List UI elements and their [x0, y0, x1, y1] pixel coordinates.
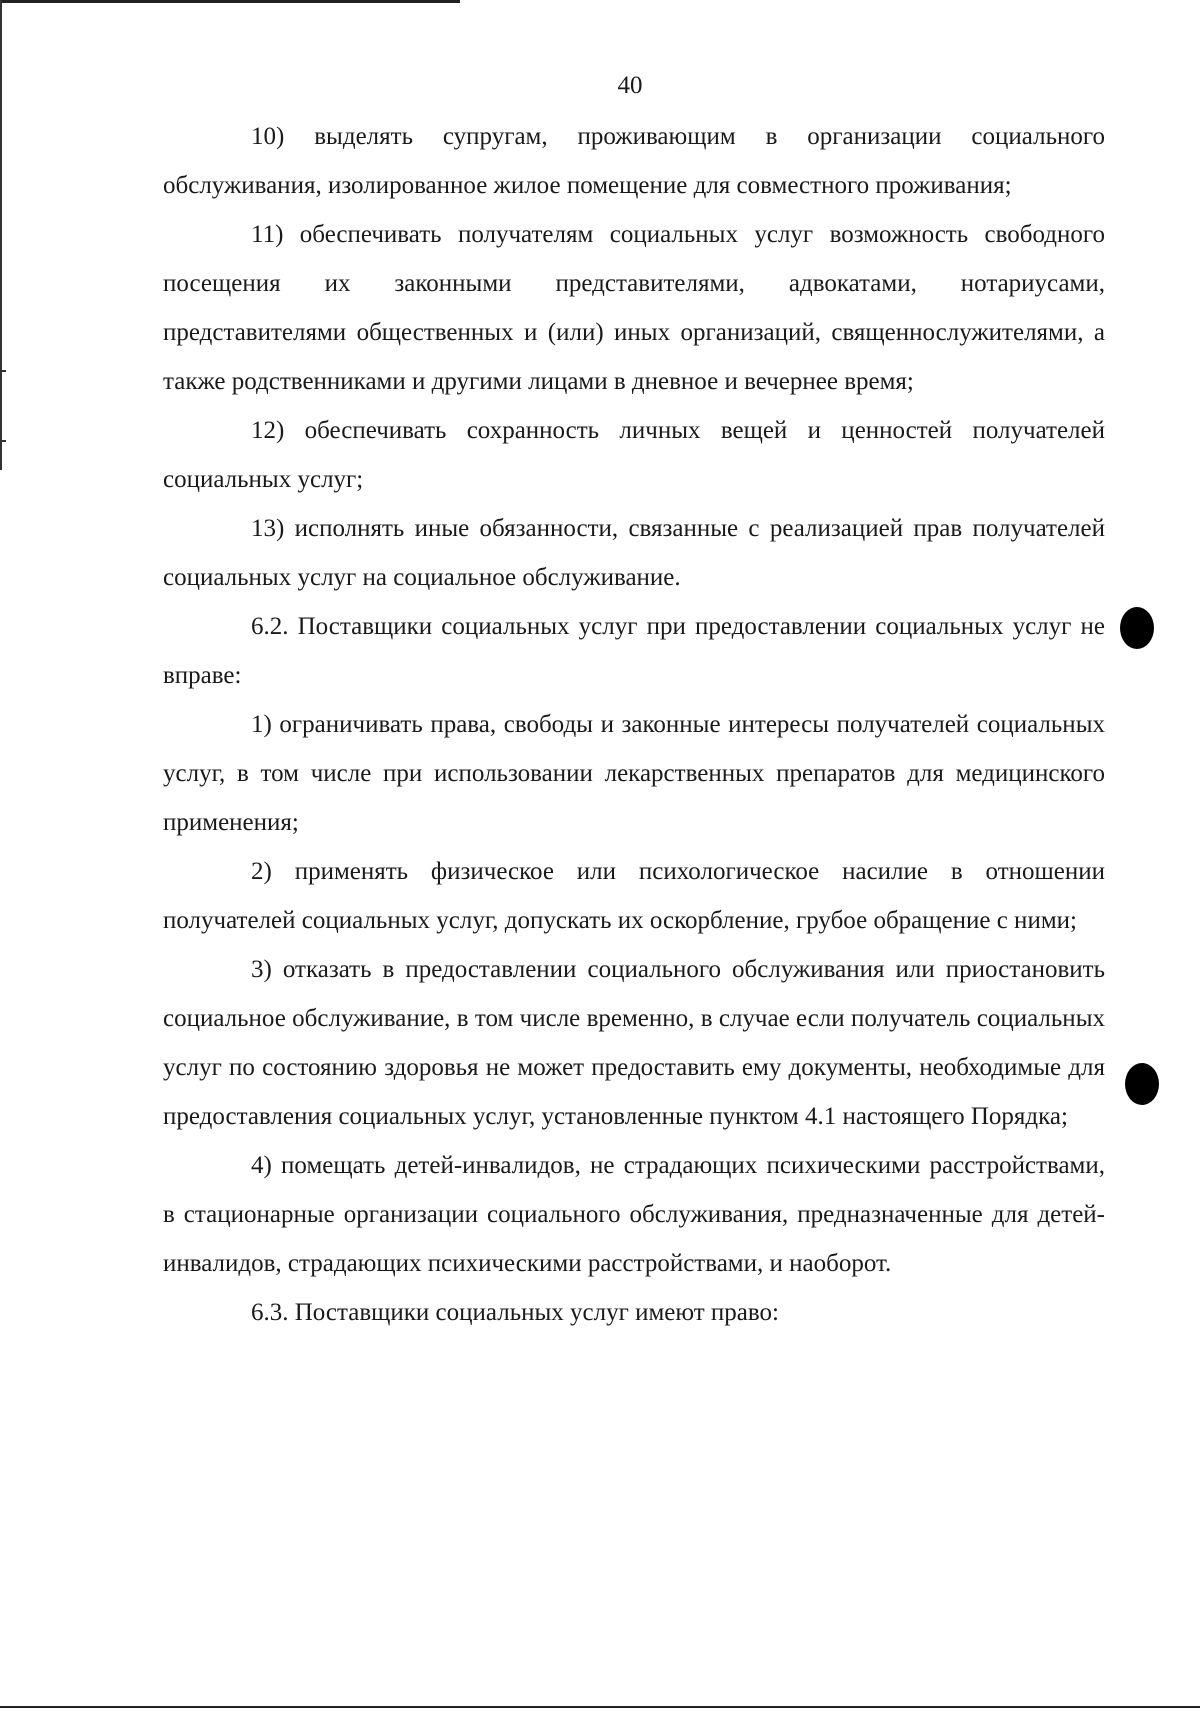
paragraph-item-3: 3) отказать в предоставлении социального обслуживания или приостановить социальное обслуживание, в том числе временно, в случае если получатель социальных услуг по состоянию здоровья не может предоставить ему документы, необходимые для предоставления социальных услуг, установленные пунктом 4.1 настоящего Порядка;	[163, 956, 1105, 1130]
paragraph-item-12: 12) обеспечивать сохранность личных вещей и ценностей получателей социальных услуг;	[163, 417, 1105, 493]
paragraph-item-11: 11) обеспечивать получателям социальных услуг возможность свободного посещения их законными представителями, адвокатами, нотариусами, представителями общественных и (или) иных организаций, священнослужителями, а также родственниками и другими лицами в дневное и вечернее время;	[163, 221, 1105, 395]
scan-edge-tick	[0, 440, 6, 442]
scan-edge-tick	[0, 370, 6, 372]
paragraph-item-4: 4) помещать детей-инвалидов, не страдающих психическими расстройствами, в стационарные организации социального обслуживания, предназначенные для детей-инвалидов, страдающих психическими расстройствами, и наоборот.	[163, 1152, 1105, 1277]
paragraph-section-6-2: 6.2. Поставщики социальных услуг при предоставлении социальных услуг не вправе:	[163, 613, 1105, 689]
punch-hole-upper	[1120, 607, 1154, 649]
paragraph-section-6-3: 6.3. Поставщики социальных услуг имеют право:	[251, 1299, 779, 1326]
paragraph-item-13: 13) исполнять иные обязанности, связанные с реализацией прав получателей социальных услуг на социальное обслуживание.	[163, 515, 1105, 591]
page-number: 40	[617, 72, 643, 99]
scan-edge-left	[0, 0, 2, 470]
document-body	[163, 112, 1105, 1337]
punch-hole-lower	[1125, 1063, 1159, 1105]
paragraph-item-10: 10) выделять супругам, проживающим в организации социального обслуживания, изолированное жилое помещение для совместного проживания;	[163, 123, 1105, 199]
paragraph-item-2: 2) применять физическое или психологическое насилие в отношении получателей социальных услуг, допускать их оскорбление, грубое обращение с ними;	[163, 858, 1105, 934]
scan-edge-bottom	[0, 1706, 1200, 1708]
scan-edge-top	[0, 0, 460, 3]
paragraph-item-1: 1) ограничивать права, свободы и законные интересы получателей социальных услуг, в том числе при использовании лекарственных препаратов для медицинского применения;	[163, 711, 1105, 836]
